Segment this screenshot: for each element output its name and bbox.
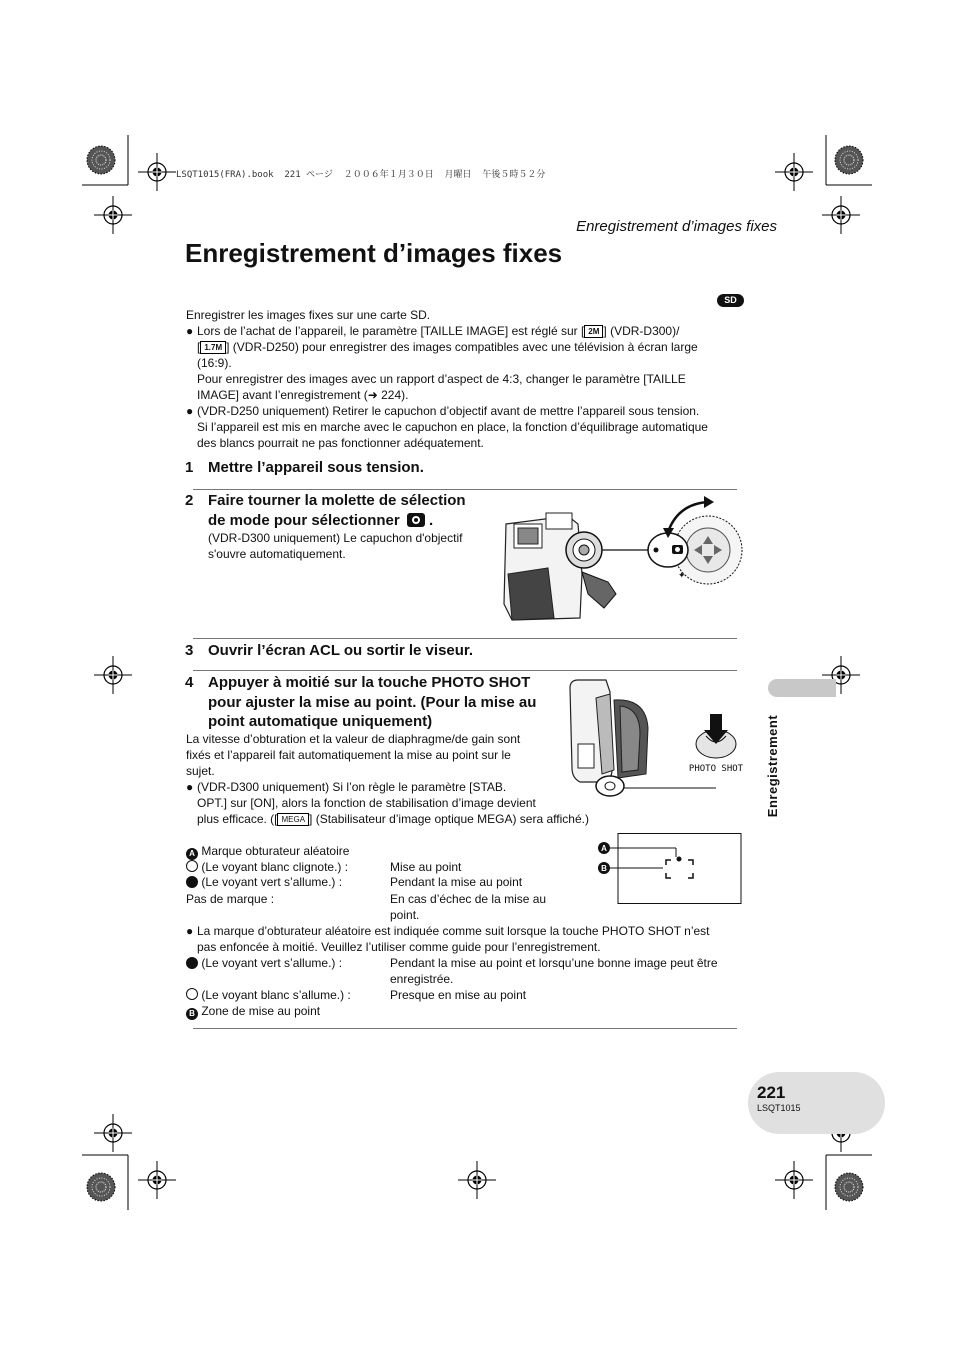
print-header: LSQT1015(FRA).book 221 ページ ２００６年１月３０日 月曜日 午後５時５２分 bbox=[176, 170, 546, 180]
svg-text:✦: ✦ bbox=[678, 571, 686, 581]
step-text: Mettre l’appareil sous tension. bbox=[208, 459, 424, 476]
legend-bullet bbox=[186, 923, 756, 955]
marker-b-icon: B bbox=[186, 1008, 198, 1020]
step-2-note bbox=[208, 530, 498, 562]
open-circle-icon bbox=[186, 988, 198, 1000]
sd-badge-label: SD bbox=[724, 295, 737, 305]
b1-line3: (16:9). bbox=[197, 356, 232, 370]
camera-mode-icon bbox=[407, 513, 425, 527]
divider bbox=[193, 1028, 737, 1029]
step-3 bbox=[185, 641, 725, 661]
legend-a-text: Marque obturateur aléatoire bbox=[201, 844, 350, 858]
mega-ois-icon: MEGA bbox=[277, 813, 309, 826]
b1-line1a: Lors de l’achat de l’appareil, le paramètre [TAILLE IMAGE] est réglé sur [ bbox=[197, 324, 585, 338]
step-text: Ouvrir l’écran ACL ou sortir le viseur. bbox=[208, 642, 474, 659]
step-number: 2 bbox=[185, 492, 194, 509]
row-value-line1: En cas d’échec de la mise au bbox=[390, 892, 547, 906]
bullet-line1: (VDR-D300 uniquement) Si l’on règle le paramètre [STAB. bbox=[197, 780, 507, 794]
bullet-dot: ● bbox=[186, 404, 194, 418]
step-text-line1: Appuyer à moitié sur la touche PHOTO SHOT bbox=[208, 674, 531, 691]
bullet-line3b: ] (Stabilisateur d’image optique MEGA) sera affiché.) bbox=[309, 812, 589, 826]
row-label: (Le voyant vert s’allume.) : bbox=[201, 956, 343, 970]
row-label: (Le voyant blanc s’allume.) : bbox=[201, 988, 351, 1002]
row-label: Pas de marque : bbox=[186, 892, 275, 906]
b2-line1: (VDR-D250 uniquement) Retirer le capuchon d’objectif avant de mettre l’appareil sous tension. bbox=[197, 404, 700, 418]
b2-line3: des blancs pourrait ne pas fonctionner adéquatement. bbox=[197, 436, 484, 450]
legend-row-4 bbox=[186, 955, 756, 987]
side-tab-marker bbox=[768, 679, 836, 697]
bullet-line2: OPT.] sur [ON], alors la fonction de stabilisation d’image devient bbox=[197, 796, 536, 810]
row-value: Presque en mise au point bbox=[390, 988, 527, 1002]
b2-line2: Si l’appareil est mis en marche avec le capuchon en place, la fonction d’équilibrage automatique bbox=[197, 420, 708, 434]
b1-line4: Pour enregistrer des images avec un rapport d’aspect de 4:3, changer le paramètre [TAILLE bbox=[197, 372, 686, 386]
note-line2: s'ouvre automatiquement. bbox=[208, 547, 346, 561]
intro-text: Enregistrer les images fixes sur une carte SD. bbox=[186, 308, 431, 322]
row-label: (Le voyant blanc clignote.) : bbox=[201, 860, 349, 874]
bullet-dot: ● bbox=[186, 324, 194, 338]
intro-bullet-2 bbox=[186, 403, 756, 451]
photo-shot-illustration bbox=[566, 678, 746, 800]
step-text-line3: point automatique uniquement) bbox=[208, 713, 433, 730]
sd-badge bbox=[717, 294, 744, 307]
page-number: 221 bbox=[757, 1083, 786, 1102]
desc-line2: fixés et l’appareil fait automatiquement la mise au point sur le bbox=[186, 748, 511, 762]
step-text-line1: Faire tourner la molette de sélection bbox=[208, 492, 466, 509]
note-line1: (VDR-D300 uniquement) Le capuchon d'objectif bbox=[208, 531, 463, 545]
row-value: Pendant la mise au point bbox=[390, 875, 523, 889]
bullet-line1: La marque d’obturateur aléatoire est indiquée comme suit lorsque la touche PHOTO SHOT n’est bbox=[197, 924, 710, 938]
divider bbox=[193, 489, 737, 490]
photo-shot-label: PHOTO SHOT bbox=[688, 764, 744, 774]
legend-row-2 bbox=[186, 874, 606, 890]
intro-bullet-1 bbox=[186, 323, 756, 403]
step-text-line2: pour ajuster la mise au point. (Pour la mise au bbox=[208, 693, 537, 711]
desc-line3: sujet. bbox=[186, 764, 215, 778]
step-2: 2 Faire tourner la molette de sélection de mode pour sélectionner . bbox=[185, 492, 466, 529]
open-circle-icon bbox=[186, 860, 198, 872]
marker-a-label: A bbox=[601, 844, 607, 853]
bullet-dot: ● bbox=[186, 780, 194, 794]
step-4-description bbox=[186, 731, 566, 779]
legend-b bbox=[186, 1003, 320, 1020]
title-dotted-rule bbox=[185, 272, 747, 282]
divider bbox=[193, 638, 737, 639]
page-title: Enregistrement d’images fixes bbox=[185, 238, 563, 268]
camera-mode-dial-illustration bbox=[498, 494, 746, 624]
step-text-line2: de mode pour sélectionner bbox=[208, 511, 400, 529]
b1-line5: IMAGE] avant l’enregistrement (➜ 224). bbox=[197, 388, 409, 402]
picture-size-2m-icon: 2M bbox=[584, 325, 603, 338]
step-number: 1 bbox=[185, 459, 194, 476]
b1-line1b: ] (VDR-D300)/ bbox=[603, 324, 680, 338]
row-value-line1: Pendant la mise au point et lorsqu’une bonne image peut être bbox=[390, 956, 718, 970]
legend-row-1 bbox=[186, 859, 606, 875]
b1-line2a: [ bbox=[197, 340, 201, 354]
running-head: Enregistrement d’images fixes bbox=[576, 218, 777, 235]
row-value-line2: point. bbox=[390, 908, 420, 922]
desc-line1: La vitesse d’obturation et la valeur de diaphragme/de gain sont bbox=[186, 732, 521, 746]
step-number: 3 bbox=[185, 642, 194, 659]
step-4 bbox=[185, 673, 565, 733]
page-code: LSQT1015 bbox=[757, 1103, 801, 1113]
marker-a-icon: A bbox=[186, 848, 198, 860]
row-label: (Le voyant vert s’allume.) : bbox=[201, 875, 343, 889]
legend-row-3 bbox=[186, 891, 606, 923]
bullet-line3a: plus efficace. ([ bbox=[197, 812, 278, 826]
step-1 bbox=[185, 458, 725, 478]
filled-circle-icon bbox=[186, 957, 198, 969]
picture-size-1-7m-icon: 1.7M bbox=[200, 341, 226, 354]
filled-circle-icon bbox=[186, 876, 198, 888]
side-tab-label: Enregistrement bbox=[765, 714, 780, 818]
legend-a bbox=[186, 843, 349, 860]
marker-b-label: B bbox=[601, 864, 607, 873]
step-number: 4 bbox=[185, 674, 194, 691]
legend-b-text: Zone de mise au point bbox=[201, 1004, 321, 1018]
b1-line2b: ] (VDR-D250) pour enregistrer des images compatibles avec une télévision à écran large bbox=[226, 340, 698, 354]
divider bbox=[193, 670, 737, 671]
row-value: Mise au point bbox=[390, 860, 462, 874]
bullet-dot: ● bbox=[186, 924, 194, 938]
focus-display-diagram bbox=[596, 833, 744, 905]
legend-row-5 bbox=[186, 987, 756, 1003]
bullet-line2: pas enfoncée à moitié. Veuillez l’utiliser comme guide pour l’enregistrement. bbox=[197, 940, 601, 954]
row-value-line2: enregistrée. bbox=[390, 972, 454, 986]
